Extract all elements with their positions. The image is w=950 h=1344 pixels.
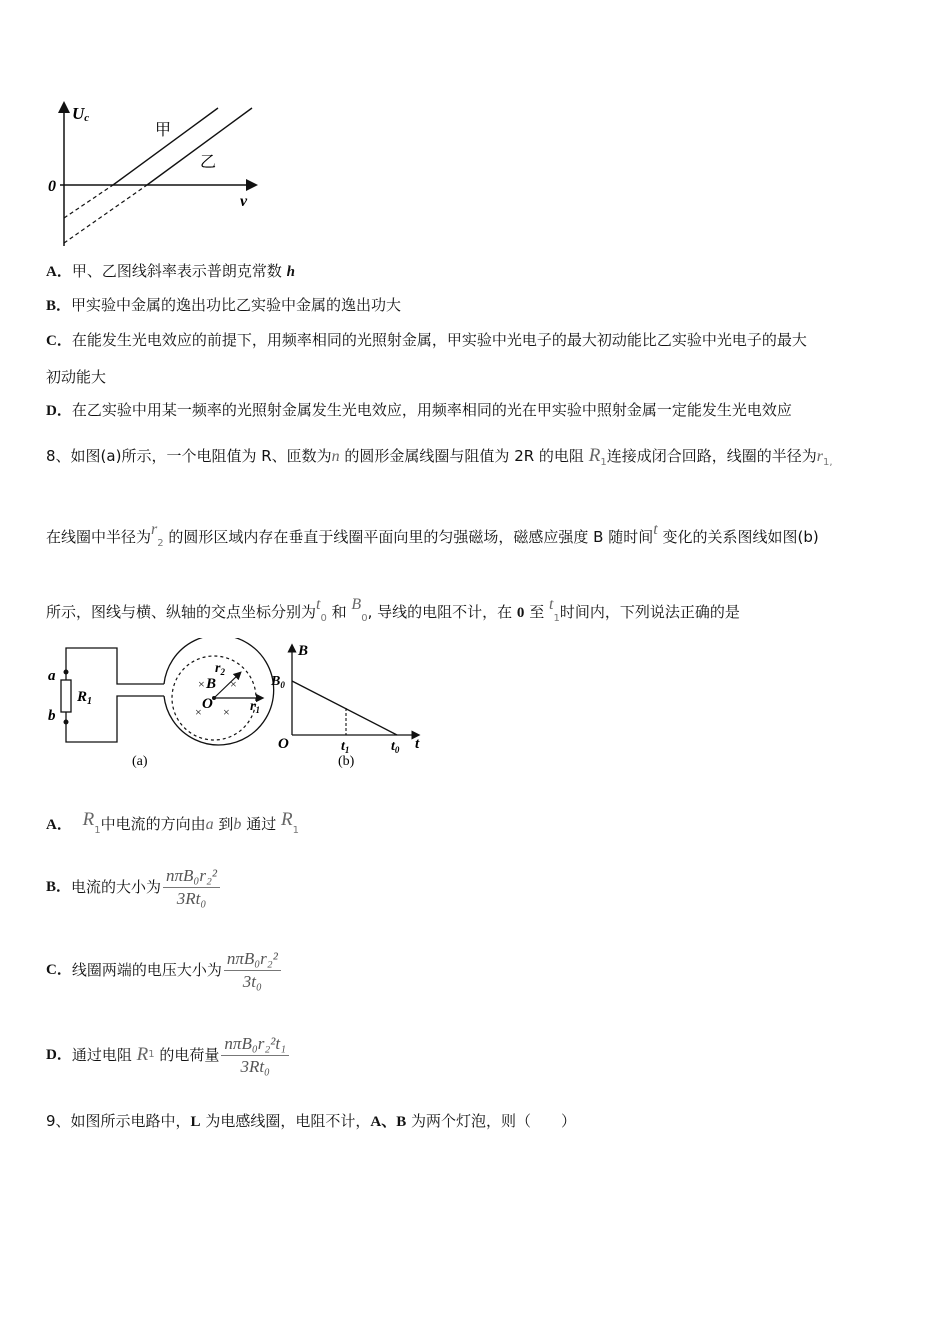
figure-b-graph bbox=[270, 638, 430, 773]
r1-label: $R_1$ bbox=[77, 689, 93, 707]
node-a-label: a bbox=[48, 668, 56, 684]
fraction: $\frac{\text{nπB₀r₂²t₁}}{\text{3Rt₀}}$ bbox=[221, 1033, 289, 1078]
line-jia bbox=[113, 108, 218, 185]
b-t-line bbox=[292, 681, 397, 735]
node-b-label: b bbox=[48, 708, 56, 724]
q7-option-d: D．在乙实验中用某一频率的光照射金属发生光电效应，用频率相同的光在甲实验中照射金属一定能发生光电效应 bbox=[46, 401, 792, 419]
fraction: $\frac{\text{nπB₀r₂²}}{\text{3t₀}}$ bbox=[224, 948, 281, 993]
t-axis-label: t bbox=[415, 736, 420, 752]
q7-option-b: B．甲实验中金属的逸出功比乙实验中金属的逸出功大 bbox=[46, 296, 402, 314]
q8-option-b: B． 电流的大小为 $\frac{\text{nπB₀r₂²}}{\text{3Rt₀}}$ bbox=[46, 862, 220, 912]
q8-option-a: A． $R_1$中电流的方向由a 到b 通过 $R_1$ bbox=[46, 809, 299, 836]
y-axis-label: Uc bbox=[72, 104, 90, 124]
label-jia: 甲 bbox=[155, 122, 172, 139]
line-yi bbox=[147, 108, 252, 185]
t1-label: $t_1$ bbox=[341, 739, 350, 755]
label-yi: 乙 bbox=[200, 154, 217, 171]
q8-stem-line1: 8、如图(a)所示，一个电阻值为 R、匝数为n 的圆形金属线圈与阻值为 2R 的电阻 $R_1$连接成闭合回路，线圈的半径为$r_{1,}$ bbox=[46, 445, 833, 468]
svg-text:×: × bbox=[198, 677, 205, 691]
origin-label: O bbox=[278, 736, 289, 752]
q7-option-c-cont: 初动能大 bbox=[46, 368, 107, 386]
figure-a-caption: (a) bbox=[132, 754, 148, 769]
resistor-r1 bbox=[61, 680, 71, 712]
origin-label: 0 bbox=[48, 178, 56, 195]
r1-radius-label: $r_1$ bbox=[250, 699, 260, 715]
fraction: $\frac{\text{nπB₀r₂²}}{\text{3Rt₀}}$ bbox=[163, 865, 220, 910]
x-axis-label: v bbox=[240, 193, 248, 210]
q7-option-c: C．在能发生光电效应的前提下，用频率相同的光照射金属，甲实验中光电子的最大初动能比乙实验中光电子的最大 bbox=[46, 331, 807, 349]
field-b-label: B bbox=[206, 676, 217, 692]
uc-frequency-graph bbox=[40, 90, 270, 250]
q8-stem-line2: 在线圈中半径为$r_2$ 的圆形区域内存在垂直于线圈平面向里的匀强磁场，磁感应强度 B 随时间t 变化的关系图线如图(b) bbox=[46, 521, 819, 549]
coil-outer-circle bbox=[164, 638, 274, 745]
b-axis-label: B bbox=[298, 643, 309, 659]
figure-b-caption: (b) bbox=[338, 754, 355, 769]
q9-stem: 9、如图所示电路中，L 为电感线圈，电阻不计，A、B 为两个灯泡，则（ ） bbox=[46, 1112, 576, 1130]
t0-label: $t_0$ bbox=[391, 739, 400, 755]
center-o-label: O bbox=[202, 696, 213, 712]
q8-stem-line3: 所示，图线与横、纵轴的交点坐标分别为$t_0$ 和 $B_0$, 导线的电阻不计，在 0 至 $t_1$时间内，下列说法正确的是 bbox=[46, 596, 740, 624]
q8-option-c: C． 线圈两端的电压大小为 $\frac{\text{nπB₀r₂²}}{\text{3t₀}}$ bbox=[46, 945, 281, 995]
svg-text:×: × bbox=[230, 677, 237, 691]
svg-text:×: × bbox=[223, 705, 230, 719]
q8-option-d: D． 通过电阻 R 1 的电荷量 $\frac{\text{nπB₀r₂²t₁}}{\text{3Rt₀}}$ bbox=[46, 1030, 289, 1080]
r2-label: $r_2$ bbox=[215, 661, 225, 677]
svg-text:×: × bbox=[195, 705, 202, 719]
figure-a-circuit bbox=[40, 638, 280, 773]
b0-label: $B_0$ bbox=[271, 674, 285, 690]
q7-option-a: A．甲、乙图线斜率表示普朗克常数 h bbox=[46, 262, 295, 280]
